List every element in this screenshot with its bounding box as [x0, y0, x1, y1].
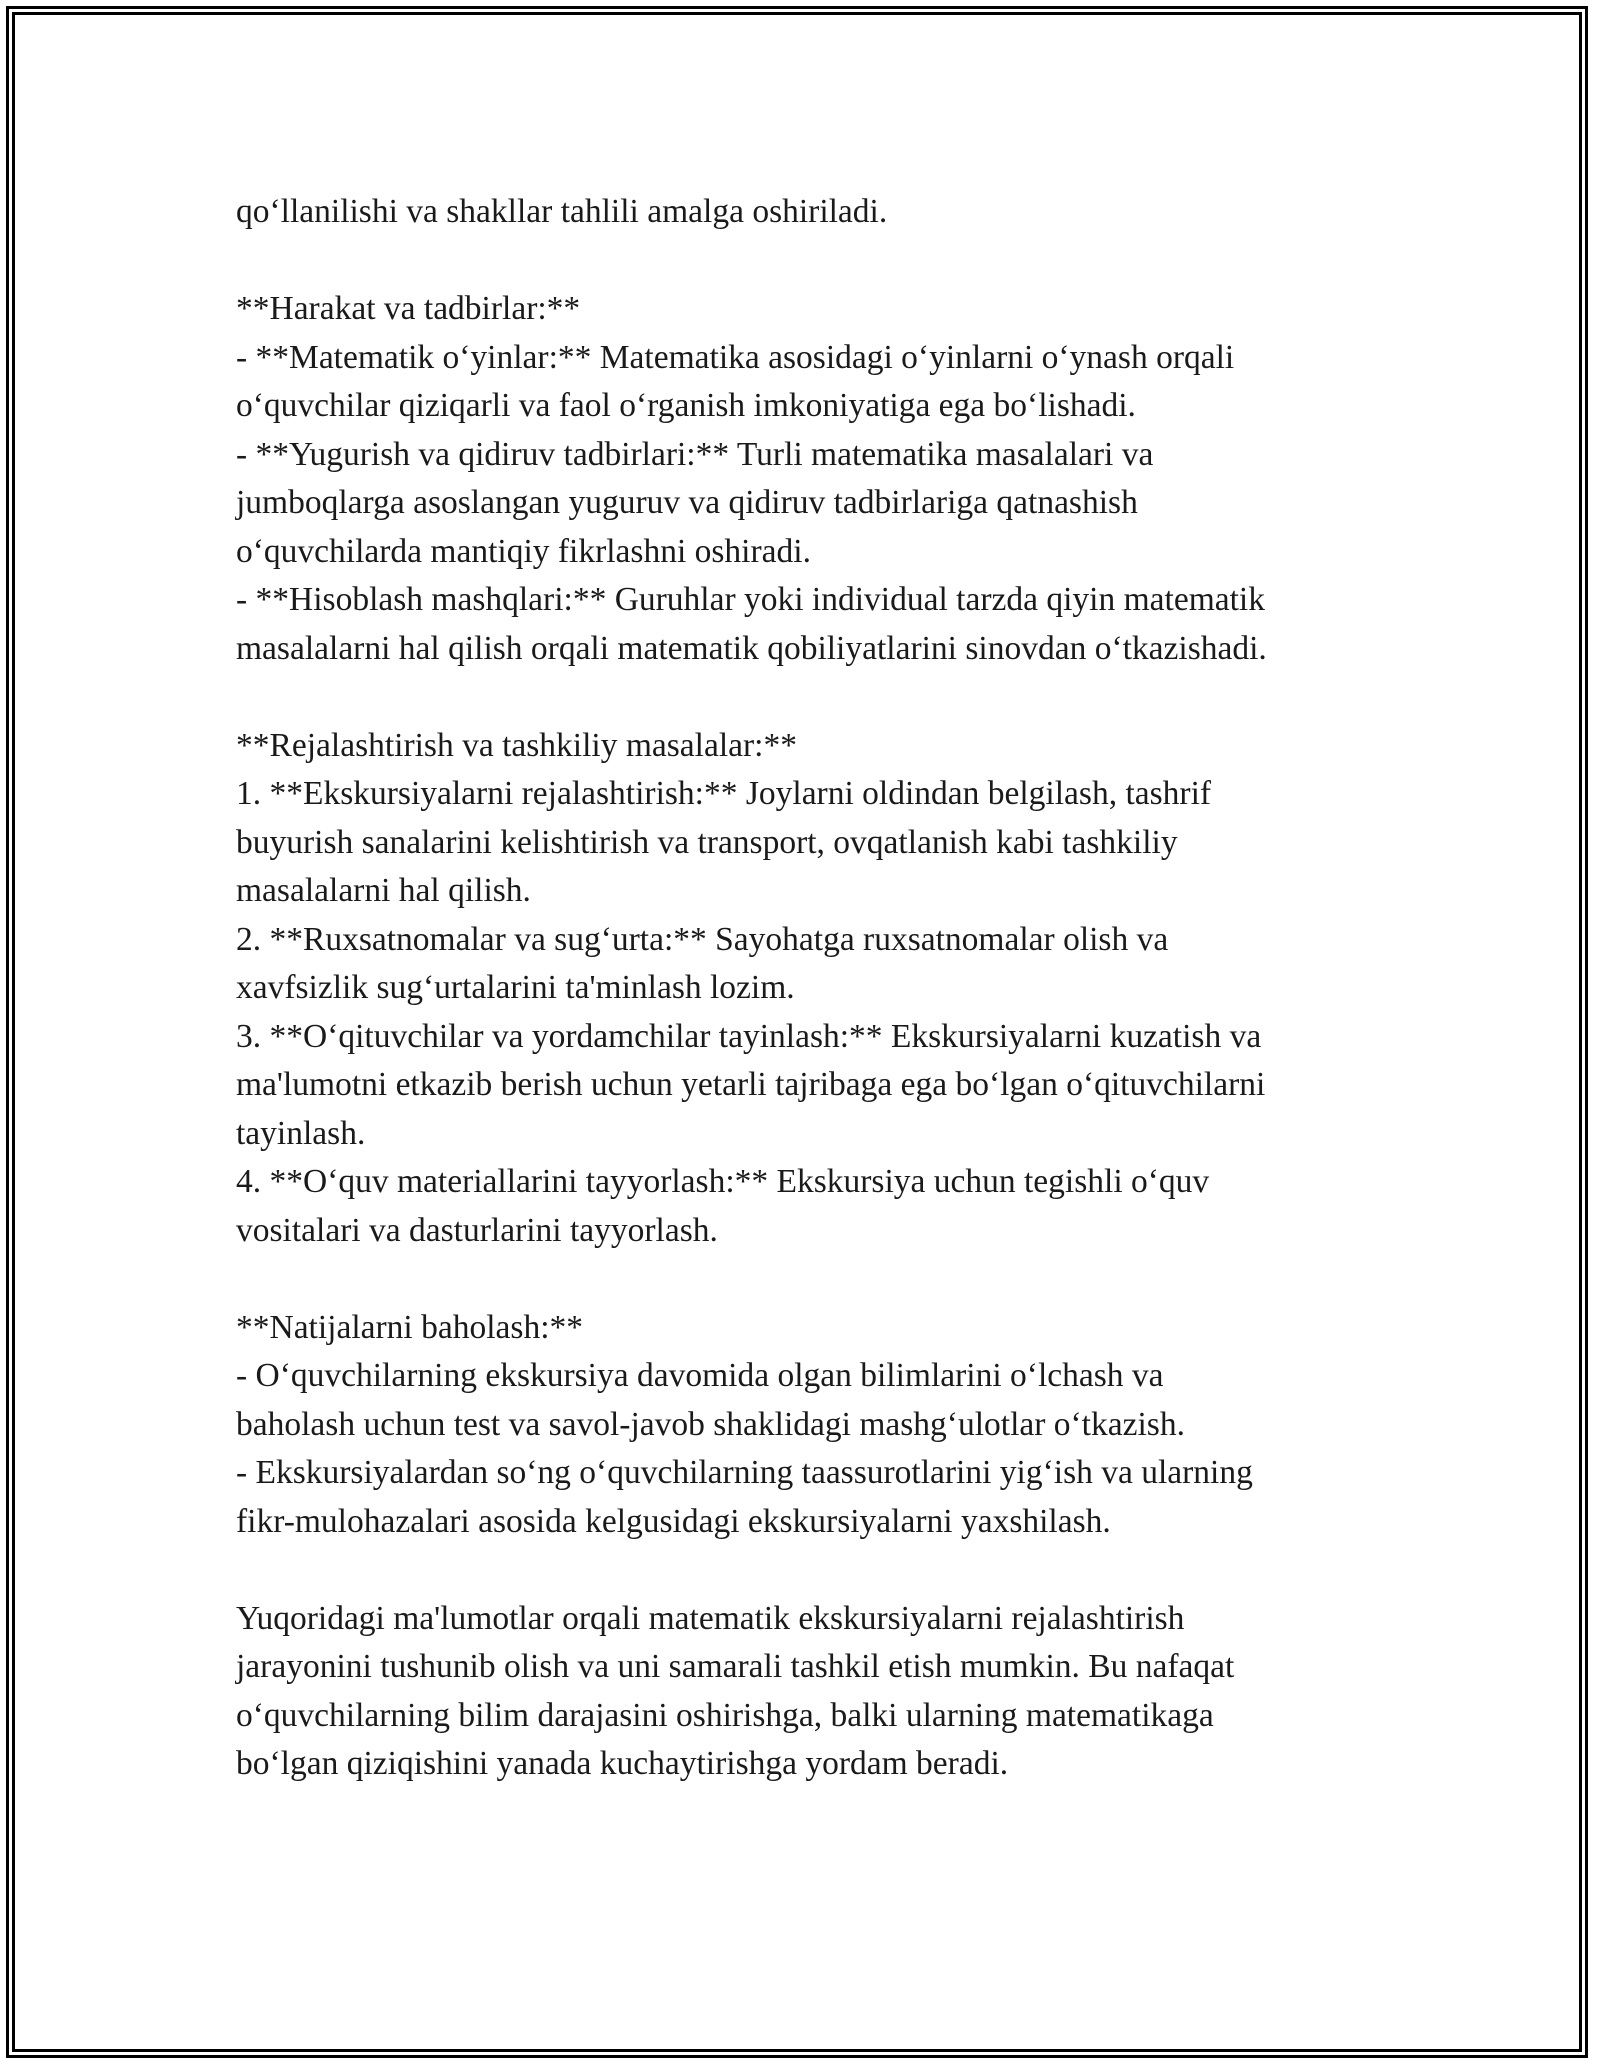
blank-line — [236, 237, 1396, 286]
text-line: bo‘lgan qiziqishini yanada kuchaytirishga yordam beradi. — [236, 1745, 1009, 1782]
text-line: masalalarni hal qilish. — [236, 872, 531, 909]
text-line: o‘quvchilarning bilim darajasini oshirishga, balki ularning matematikaga — [236, 1696, 1214, 1734]
document-body — [236, 188, 1396, 1789]
text-line: vositalari va dasturlarini tayyorlash. — [236, 1211, 718, 1249]
text-line: baholash uchun test va savol-javob shaklidagi mashg‘ulotlar o‘tkazish. — [236, 1405, 1185, 1443]
text-line: qo‘llanilishi va shakllar tahlili amalga oshiriladi. — [236, 193, 888, 230]
section-heading: **Rejalashtirish va tashkiliy masalalar:** — [236, 726, 797, 764]
text-line: - **Matematik o‘yinlar:** Matematika asosidagi o‘yinlarni o‘ynash orqali — [236, 338, 1235, 376]
text-line: jumboqlarga asoslangan yuguruv va qidiruv tadbirlariga qatnashish — [236, 484, 1138, 521]
text-line: o‘quvchilarda mantiqiy fikrlashni oshiradi. — [236, 532, 811, 570]
text-line: 1. **Ekskursiyalarni rejalashtirish:** Joylarni oldindan belgilash, tashrif — [236, 775, 1212, 812]
text-line: 4. **O‘quv materiallarini tayyorlash:** Ekskursiya uchun tegishli o‘quv — [236, 1163, 1210, 1200]
text-line: 2. **Ruxsatnomalar va sug‘urta:** Sayohatga ruxsatnomalar olish va — [236, 920, 1169, 958]
text-line: masalalarni hal qilish orqali matematik qobiliyatlarini sinovdan o‘tkazishadi. — [236, 629, 1267, 667]
text-line: - O‘quvchilarning ekskursiya davomida olgan bilimlarini o‘lchash va — [236, 1357, 1164, 1394]
text-line: tayinlash. — [236, 1114, 366, 1152]
text-line: 3. **O‘qituvchilar va yordamchilar tayinlash:** Ekskursiyalarni kuzatish va — [236, 1017, 1262, 1055]
section-heading: **Natijalarni baholash:** — [236, 1308, 584, 1346]
text-line: buyurish sanalarini kelishtirish va transport, ovqatlanish kabi tashkiliy — [236, 823, 1178, 861]
blank-line — [236, 673, 1396, 722]
text-line: fikr-mulohazalari asosida kelgusidagi ekskursiyalarni yaxshilash. — [236, 1502, 1111, 1540]
text-line: xavfsizlik sug‘urtalarini ta'minlash lozim. — [236, 969, 795, 1006]
text-line: jarayonini tushunib olish va uni samarali tashkil etish mumkin. Bu nafaqat — [236, 1648, 1235, 1685]
text-line: Yuqoridagi ma'lumotlar orqali matematik ekskursiyalarni rejalashtirish — [236, 1599, 1185, 1637]
text-line: ma'lumotni etkazib berish uchun yetarli tajribaga ega bo‘lgan o‘qituvchilarni — [236, 1066, 1266, 1103]
blank-line — [236, 1546, 1396, 1595]
text-line: - **Hisoblash mashqlari:** Guruhlar yoki individual tarzda qiyin matematik — [236, 581, 1265, 618]
section-heading: **Harakat va tadbirlar:** — [236, 290, 581, 327]
text-line: - **Yugurish va qidiruv tadbirlari:** Turli matematika masalalari va — [236, 435, 1154, 473]
text-line: - Ekskursiyalardan so‘ng o‘quvchilarning taassurotlarini yig‘ish va ularning — [236, 1454, 1253, 1491]
text-line: o‘quvchilar qiziqarli va faol o‘rganish imkoniyatiga ega bo‘lishadi. — [236, 387, 1136, 424]
blank-line — [236, 1255, 1396, 1304]
